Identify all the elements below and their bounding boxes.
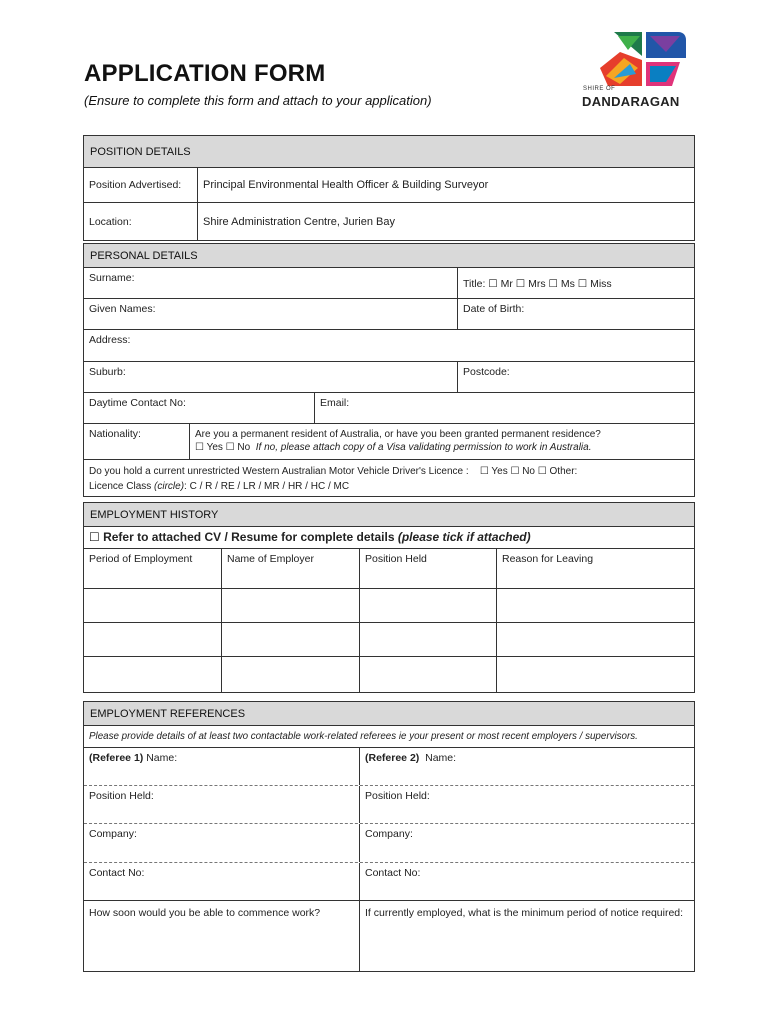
- logo-big-text: DANDARAGAN: [582, 94, 680, 109]
- location-value: Shire Administration Centre, Jurien Bay: [203, 215, 395, 228]
- referee-1-contact[interactable]: Contact No:: [84, 863, 360, 900]
- col-position: Position Held: [360, 549, 497, 588]
- position-details-section: [83, 135, 695, 241]
- employment-history-section: [83, 502, 695, 693]
- referee-2-contact[interactable]: Contact No:: [365, 867, 421, 879]
- referee-2-label: (Referee 2): [365, 752, 420, 764]
- personal-details-section: [83, 243, 695, 497]
- commence-field[interactable]: How soon would you be able to commence work?: [84, 901, 360, 971]
- page-title: APPLICATION FORM: [84, 60, 326, 87]
- referee-1-label: (Referee 1): [89, 752, 144, 764]
- employment-references-header: EMPLOYMENT REFERENCES: [84, 702, 694, 726]
- licence-class-hint: (circle): [154, 481, 185, 492]
- title-options[interactable]: Title: ☐ Mr ☐ Mrs ☐ Ms ☐ Miss: [463, 278, 612, 290]
- employment-references-section: [83, 701, 695, 972]
- referee-1-name[interactable]: Name:: [146, 752, 178, 764]
- licence-class-values[interactable]: : C / R / RE / LR / MR / HR / HC / MC: [184, 481, 350, 492]
- residency-question: Are you a permanent resident of Australia, or have you been granted permanent residence?: [195, 429, 601, 440]
- referee-1-position[interactable]: Position Held:: [84, 786, 360, 823]
- position-advertised-label: Position Advertised:: [84, 168, 198, 202]
- licence-class-label: Licence Class: [89, 481, 152, 492]
- dob-field[interactable]: Date of Birth:: [463, 303, 525, 315]
- nationality-field[interactable]: Nationality:: [84, 424, 190, 459]
- referee-2-position[interactable]: Position Held:: [365, 790, 430, 802]
- col-reason: Reason for Leaving: [502, 553, 594, 565]
- email-field[interactable]: Email:: [320, 397, 350, 409]
- personal-details-header: PERSONAL DETAILS: [84, 244, 694, 268]
- given-names-field[interactable]: Given Names:: [84, 299, 458, 329]
- licence-question: Do you hold a current unrestricted Western Australian Motor Vehicle Driver's Licence :: [89, 466, 469, 477]
- cv-hint: (please tick if attached): [397, 530, 531, 544]
- licence-options[interactable]: ☐ Yes ☐ No ☐ Other:: [479, 466, 578, 477]
- referee-2-company[interactable]: Company:: [365, 828, 413, 840]
- cv-checkbox[interactable]: ☐ Refer to attached CV / Resume for complete details: [89, 530, 395, 544]
- col-period: Period of Employment: [84, 549, 222, 588]
- referee-2-name[interactable]: Name:: [425, 752, 457, 764]
- postcode-field[interactable]: Postcode:: [463, 366, 510, 378]
- residency-note: If no, please attach copy of a Visa validating permission to work in Australia.: [255, 442, 592, 453]
- shire-logo: [580, 28, 688, 118]
- residency-options[interactable]: ☐ Yes ☐ No: [195, 442, 251, 453]
- position-advertised-value: Principal Environmental Health Officer & Building Surveyor: [203, 179, 489, 191]
- employment-history-header: EMPLOYMENT HISTORY: [84, 503, 694, 527]
- table-row[interactable]: [84, 589, 694, 623]
- table-row[interactable]: [84, 623, 694, 657]
- suburb-field[interactable]: Suburb:: [84, 362, 458, 392]
- notice-period-field[interactable]: If currently employed, what is the minimum period of notice required:: [365, 907, 684, 919]
- table-row[interactable]: [84, 657, 694, 692]
- referee-1-company[interactable]: Company:: [84, 824, 360, 862]
- address-field[interactable]: Address:: [89, 334, 131, 346]
- location-label: Location:: [84, 203, 198, 240]
- logo-small-text: SHIRE OF: [583, 86, 616, 92]
- page-subtitle: (Ensure to complete this form and attach to your application): [84, 93, 432, 108]
- daytime-contact-field[interactable]: Daytime Contact No:: [84, 393, 315, 423]
- position-details-header: POSITION DETAILS: [84, 136, 694, 168]
- col-employer: Name of Employer: [222, 549, 360, 588]
- references-note: Please provide details of at least two contactable work-related referees ie your present or most recent employers / supervisors.: [89, 731, 638, 742]
- surname-field[interactable]: Surname:: [84, 268, 458, 298]
